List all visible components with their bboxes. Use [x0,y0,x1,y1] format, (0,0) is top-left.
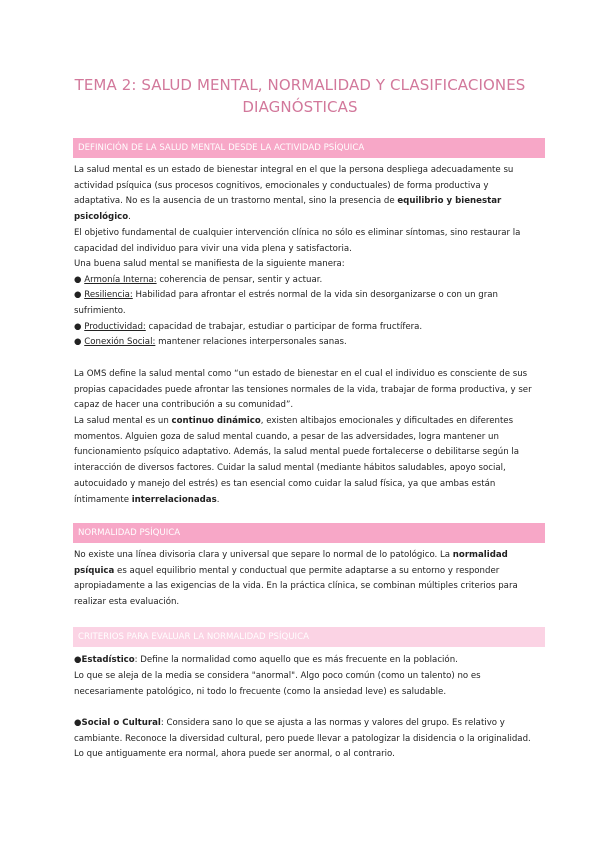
list-item: ● Conexión Social: mantener relaciones interpersonales sanas. [74,337,347,347]
bullet-icon: ● [74,275,82,285]
paragraph-continuo: La salud mental es un continuo dinámico, existen altibajos emocionales y dificultades en diferentes momentos. Alguien goza de salud mental cuando, a pesar de las adversidades, logra mantener un funcionamiento psíquico adaptativo. Además, la salud mental puede fortalecerse o debilitarse según la interacción de diversos factores. Cuidar la salud mental (mediante hábitos saludables, apoyo social, autocuidado y manejo del estrés) es tan esencial como cuidar la salud física, ya que ambas están íntimamente interrelacionadas. [74,416,520,505]
bullet-icon: ● [74,337,82,347]
bullet-icon: ● [74,718,82,728]
paragraph-normalidad: No existe una línea divisoria clara y universal que separe lo normal de lo patológico. La normalidad psíquica es aquel equilibrio mental y conductual que permite adaptarse a su entorno y responder apropiadamente a las exigencias de la vida. En la práctica clínica, se combinan múltiples criterios para realizar esta evaluación. [74,550,518,608]
title-line-1: TEMA 2: SALUD MENTAL, NORMALIDAD Y CLASIFICACIONES [74,76,526,94]
title-line-2: DIAGNÓSTICAS [242,98,358,116]
bold-term: equilibrio y bienestar psicológico [74,196,502,223]
section-heading-definicion: DEFINICIÓN DE LA SALUD MENTAL DESDE LA ACTIVIDAD PSÍQUICA [73,138,545,158]
bold-term: continuo dinámico [171,416,261,426]
paragraph-objetivo: El objetivo fundamental de cualquier intervención clínica no sólo es eliminar síntomas, sino restaurar la capacidad del individuo para vivir una vida plena y satisfactoria. [74,228,521,254]
bullet-icon: ● [74,322,82,332]
criterion-estadistico: ●Estadístico: Define la normalidad como aquello que es más frecuente en la población. [74,655,458,665]
criterion-estadistico-detail: Lo que se aleja de la media se considera "anormal". Algo poco común (como un talento) no es necesariamente patológico, ni todo lo frecuente (como la ansiedad leve) es saludable. [74,671,481,697]
criterion-social: ●Social o Cultural: Considera sano lo que se ajusta a las normas y valores del grupo. Es relativo y cambiante. Reconoce la diversidad cultural, pero puede llevar a patologizar la disidencia o la originalidad. Lo que antiguamente era normal, ahora puede ser anormal, o al contrario. [74,718,531,760]
bullet-icon: ● [74,290,82,300]
bold-term: interrelacionadas [131,494,217,505]
page-title [60,74,540,118]
section-heading-normalidad: NORMALIDAD PSÍQUICA [73,523,545,543]
paragraph-oms: La OMS define la salud mental como “un estado de bienestar en el cual el individuo es consciente de sus propias capacidades puede afrontar las tensiones normales de la vida, trabajar de forma productiva, y ser capaz de hacer una contribución a su comunidad”. [74,369,532,411]
list-item: ● Resiliencia: Habilidad para afrontar el estrés normal de la vida sin desorganizarse o con un gran sufrimiento. [74,290,498,316]
paragraph-manifestacion: Una buena salud mental se manifiesta de la siguiente manera: [74,259,345,269]
paragraph-definicion: La salud mental es un estado de bienestar integral en el que la persona despliega adecuadamente su actividad psíquica (sus procesos cognitivos, emocionales y conductuales) de forma productiva y adaptativa. No es la ausencia de un trastorno mental, sino la presencia de equilibrio y bienestar psicológico. [74,165,514,223]
section-heading-criterios: CRITERIOS PARA EVALUAR LA NORMALIDAD PSÍQUICA [73,627,545,647]
bold-term: normalidad psíquica [74,550,508,576]
list-item: ● Armonía Interna: coherencia de pensar, sentir y actuar. [74,275,323,285]
list-item: ● Productividad: capacidad de trabajar, estudiar o participar de forma fructífera. [74,322,423,332]
bullet-icon: ● [74,655,82,665]
